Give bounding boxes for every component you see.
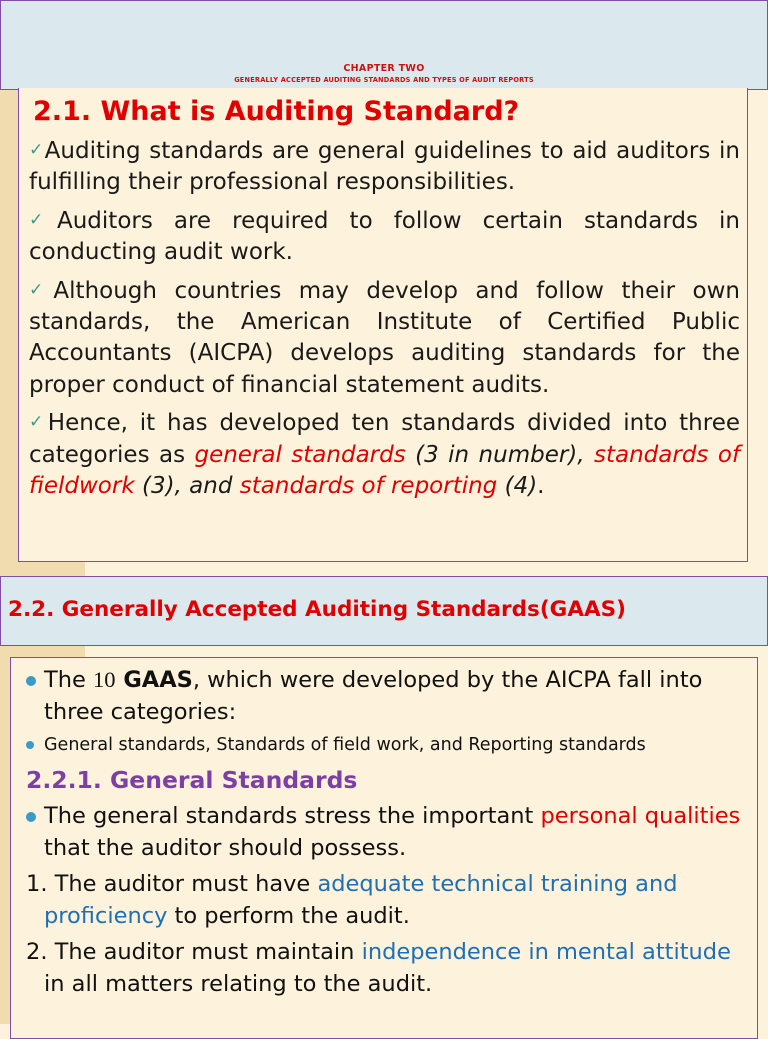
- bullet-personal-qualities: The general standards stress the important personal qualities that the auditor should possess.: [26, 800, 752, 864]
- bullet-icon: [26, 812, 36, 822]
- section-body-2-2: [26, 664, 752, 1004]
- bullet-category-list: General standards, Standards of field work, and Reporting standards: [26, 732, 752, 758]
- bullet-icon: [26, 741, 34, 749]
- checkmark-icon: ✓: [29, 279, 54, 300]
- section-title-2-2: 2.2. Generally Accepted Auditing Standards(GAAS): [8, 597, 626, 622]
- standard-item-2: 2. The auditor must maintain independence in mental attitude in all matters relating to the audit.: [26, 939, 731, 997]
- bullet-gaas-categories: The 10 GAAS, which were developed by the AICPA fall into three categories:: [26, 664, 752, 728]
- checkmark-icon: ✓: [29, 412, 48, 433]
- reporting-standards-term: standards of reporting: [239, 473, 498, 500]
- paragraph-4: ✓Hence, it has developed ten standards divided into three categories as general standards (3 in number), standards of fieldwork (3), and standards of reporting (4).: [29, 410, 740, 500]
- section-title-2-1: 2.1. What is Auditing Standard?: [33, 96, 520, 127]
- paragraph-3: ✓Although countries may develop and follow their own standards, the American Institute of Certified Public Accountants (AICPA) develops auditing standards for the proper conduct of financial statement audits.: [29, 277, 740, 398]
- section-body-2-1: [29, 135, 740, 508]
- bullet-icon: [26, 676, 36, 686]
- paragraph-1: ✓Auditing standards are general guidelines to aid auditors in fulfilling their professional responsibilities.: [29, 138, 740, 196]
- checkmark-icon: ✓: [29, 209, 57, 230]
- paragraph-2: ✓Auditors are required to follow certain standards in conducting audit work.: [29, 207, 741, 266]
- standard-item-1: 1. The auditor must have adequate technical training and proficiency to perform the audit.: [26, 871, 678, 929]
- subsection-title-2-2-1: 2.2.1. General Standards: [26, 766, 358, 794]
- fieldwork-standards-term: standards of fieldwork: [29, 441, 740, 500]
- chapter-subtitle: GENERALLY ACCEPTED AUDITING STANDARDS AND TYPES OF AUDIT REPORTS: [234, 76, 534, 84]
- checkmark-icon: ✓: [29, 140, 45, 160]
- chapter-title: CHAPTER TWO: [343, 63, 425, 74]
- general-standards-term: general standards: [194, 441, 406, 468]
